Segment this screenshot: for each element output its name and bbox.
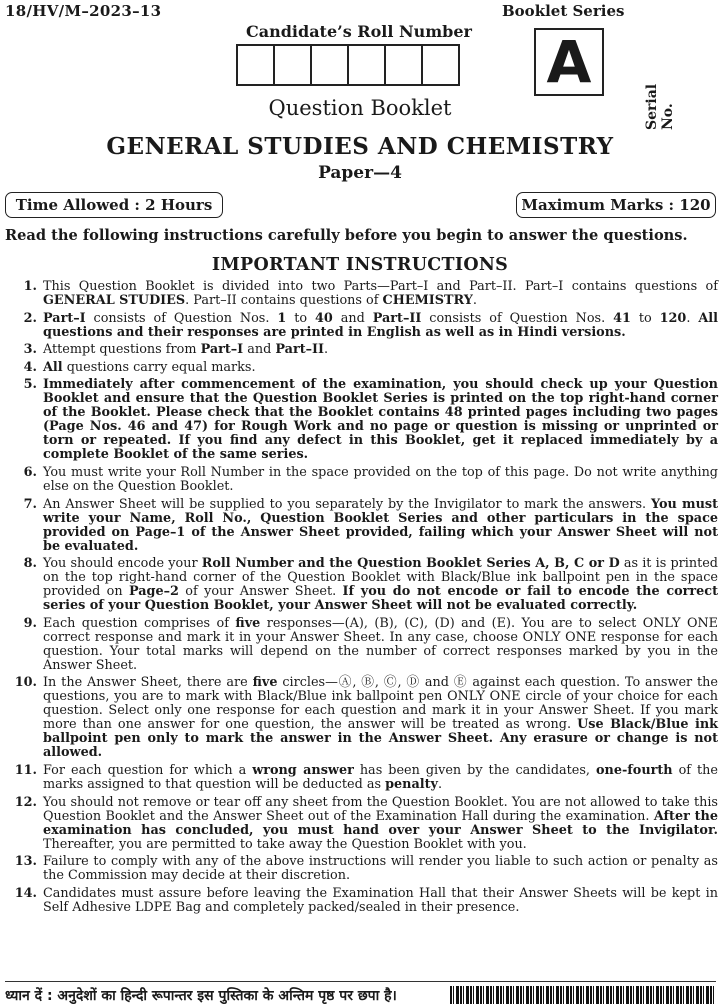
instruction-item [10, 498, 718, 554]
instruction-item [10, 796, 718, 852]
instruction-item [10, 312, 718, 340]
instruction-number: 3. [23, 342, 37, 358]
instruction-item [10, 280, 718, 308]
series-letter-box: A [534, 28, 604, 96]
roll-box[interactable] [310, 44, 349, 86]
instruction-number: 9. [23, 615, 37, 631]
instruction-number: 8. [23, 556, 37, 572]
instructions-heading: IMPORTANT INSTRUCTIONS [211, 255, 509, 275]
instruction-item [10, 557, 718, 613]
instruction-number: 4. [23, 359, 37, 375]
instruction-text: Part–I consists of Question Nos. 1 to 40 and Part–II consists of Question Nos. 41 to 120. All questions and their responses are printed in English as well as in Hindi versions. [43, 310, 719, 340]
booklet-series-label: Booklet Series [502, 2, 625, 20]
instruction-item [10, 617, 718, 673]
barcode [450, 986, 716, 1004]
serial-number-label: Serial No. [644, 83, 676, 130]
roll-box[interactable] [236, 44, 275, 86]
roll-box[interactable] [347, 44, 386, 86]
instruction-text: For each question for which a wrong answer has been given by the candidates, one-fourth of the marks assigned to that question will be deducted as penalty. [43, 762, 718, 792]
booklet-title: Question Booklet [268, 96, 452, 120]
instruction-item [10, 361, 718, 375]
roll-box[interactable] [421, 44, 460, 86]
instruction-text: Each question comprises of five responses—(A), (B), (C), (D) and (E). You are to select ONLY ONE correct response and mark it in your Answer Sheet. In any case, choose ONLY ONE response for each question. Your total marks will depend on the number of correct responses marked by you in the Answer Sheet. [43, 615, 719, 673]
maximum-marks-badge: Maximum Marks : 120 [516, 192, 716, 218]
instruction-number: 13. [14, 854, 37, 870]
instruction-number: 1. [23, 279, 37, 294]
instruction-text: In the Answer Sheet, there are five circles—Ⓐ, Ⓑ, Ⓒ, Ⓓ and Ⓔ against each question. To answer the questions, you are to mark with Black/Blue ink ballpoint pen ONLY ONE circle of your choice for each question. Select only one response for each question and mark it in your Answer Sheet. If you mark more than one answer for one question, the answer will be treated as wrong. Use Black/Blue ink ballpoint pen only to mark the answer in the Answer Sheet. Any erasure or change is not allowed. [43, 675, 718, 761]
hindi-note: ध्यान दें : अनुदेशों का हिन्दी रूपान्तर इस पुस्तिका के अन्तिम पृष्ठ पर छपा है। [5, 988, 397, 1004]
instruction-text: You should encode your Roll Number and the Question Booklet Series A, B, C or D as it is printed on the top right-hand corner of the Question Booklet with Black/Blue ink ballpoint pen in the space provided on Page–2 of your Answer Sheet. If you do not encode or fail to encode the correct series of your Question Booklet, your Answer Sheet will not be evaluated correctly. [43, 556, 718, 614]
footer-divider [5, 981, 716, 982]
instruction-item [10, 764, 718, 792]
instruction-number: 11. [14, 762, 37, 778]
time-allowed-badge: Time Allowed : 2 Hours [5, 192, 223, 218]
instruction-text: Attempt questions from Part–I and Part–II. [43, 342, 329, 358]
instruction-number: 5. [23, 377, 37, 393]
roll-box[interactable] [384, 44, 423, 86]
instruction-number: 2. [23, 310, 37, 326]
instruction-text: This Question Booklet is divided into two Parts—Part–I and Part–II. Part–I contains questions of GENERAL STUDIES. Part–II contains questions of CHEMISTRY. [43, 279, 718, 308]
instruction-number: 14. [14, 885, 37, 901]
instruction-number: 6. [23, 464, 37, 480]
instruction-item [10, 676, 718, 760]
subject-title: GENERAL STUDIES AND CHEMISTRY [106, 133, 614, 160]
instruction-item [10, 378, 718, 462]
instruction-item [10, 887, 718, 915]
instruction-text: Failure to comply with any of the above instructions will render you liable to such action or penalty as the Commission may decide at their discretion. [43, 854, 718, 884]
instruction-text: Immediately after commencement of the examination, you should check up your Question Booklet and ensure that the Question Booklet Series is printed on the top right-hand corner of the Booklet. Please check that the Booklet contains 48 printed pages including two pages (Page Nos. 46 and 47) for Rough Work and no page or question is missing or unprinted or torn or repeated. If you find any defect in this Booklet, get it replaced immediately by a complete Booklet of the same series. [43, 377, 718, 463]
booklet-code: 18/HV/M–2023–13 [5, 2, 162, 20]
instruction-item [10, 466, 718, 494]
instruction-text: All questions carry equal marks. [43, 359, 256, 375]
read-instructions-line: Read the following instructions carefully before you begin to answer the questions. [5, 227, 688, 244]
paper-number: Paper—4 [318, 163, 402, 183]
instruction-item [10, 343, 718, 357]
roll-box[interactable] [273, 44, 312, 86]
instructions-list [10, 280, 718, 918]
instruction-number: 12. [14, 794, 37, 810]
instruction-item [10, 855, 718, 883]
instruction-number: 7. [23, 496, 37, 512]
instruction-text: You must write your Roll Number in the space provided on the top of this page. Do not write anything else on the Question Booklet. [43, 464, 718, 494]
roll-number-boxes[interactable] [236, 44, 460, 86]
instruction-text: Candidates must assure before leaving the Examination Hall that their Answer Sheets will be kept in Self Adhesive LDPE Bag and completely packed/sealed in their presence. [43, 885, 718, 915]
instruction-text: An Answer Sheet will be supplied to you separately by the Invigilator to mark the answers. You must write your Name, Roll No., Question Booklet Series and other particulars in the space provided on Page–1 of the Answer Sheet provided, failing which your Answer Sheet will not be evaluated. [43, 496, 719, 554]
instruction-number: 10. [14, 675, 37, 691]
roll-number-label: Candidate’s Roll Number [246, 22, 472, 41]
instruction-text: You should not remove or tear off any sheet from the Question Booklet. You are not allowed to take this Question Booklet and the Answer Sheet out of the Examination Hall during the examination. After the examination has concluded, you must hand over your Answer Sheet to the Invigilator. Thereafter, you are permitted to take away the Question Booklet with you. [43, 794, 718, 852]
